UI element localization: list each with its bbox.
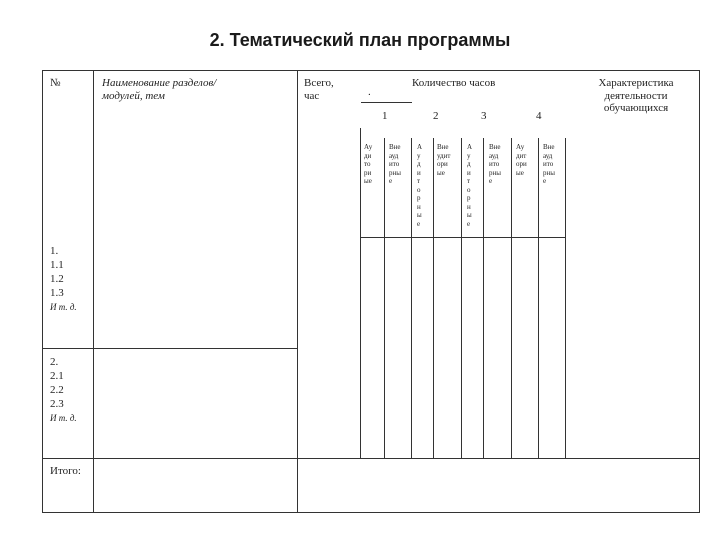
subcolumn-header: Ау дит ори ые	[516, 143, 527, 177]
total-hours-header	[304, 77, 334, 102]
name-header-line: модулей, тем	[102, 89, 165, 102]
row-number: 1.1	[50, 259, 64, 271]
subcolumn-header: Вне ауд ито рны е	[543, 143, 555, 185]
total-hours-header-line: Всего,	[304, 77, 334, 89]
subcolumn-header: Вне ауд ито рны е	[389, 143, 401, 185]
characteristics-header-line: деятельности	[604, 89, 668, 102]
row-number: 2.3	[50, 398, 64, 410]
subcolumn-header: А у д и т о р н ы е	[467, 143, 473, 228]
row-etc: И т. д.	[50, 302, 77, 312]
row-number: 2.1	[50, 370, 64, 382]
row-etc: И т. д.	[50, 413, 77, 423]
characteristics-header	[588, 77, 684, 115]
subcolumn-header: Ау ди то ри ые	[364, 143, 373, 185]
page-title: 2. Тематический план программы	[209, 30, 511, 50]
total-row-label: Итого:	[50, 465, 81, 477]
subcolumn-header: Вне ауд ито рны е	[489, 143, 501, 185]
hours-header: Количество часов	[412, 77, 496, 89]
row-number: 1.3	[50, 287, 64, 299]
name-header	[102, 77, 216, 102]
row-number: 1.2	[50, 273, 64, 285]
number-header: №	[50, 77, 61, 89]
row-number: 1.	[50, 245, 59, 257]
characteristics-header-line: Характеристика	[598, 77, 674, 89]
name-header-line: Наименование разделов/	[102, 77, 217, 89]
total-hours-header-line: час	[304, 89, 320, 102]
subcolumn-header: Вне удит ори ые	[437, 143, 451, 177]
dot-mark: .	[368, 86, 371, 98]
module-number: 2	[433, 110, 439, 122]
section-1-rows	[50, 244, 77, 314]
characteristics-header-line: обучающихся	[603, 102, 669, 115]
subcolumn-header: А у д и т о р н ы е	[417, 143, 423, 228]
module-number: 4	[536, 110, 542, 122]
row-number: 2.	[50, 356, 59, 368]
module-number: 1	[382, 110, 388, 122]
module-number: 3	[481, 110, 487, 122]
row-number: 2.2	[50, 384, 64, 396]
section-2-rows	[50, 355, 77, 425]
